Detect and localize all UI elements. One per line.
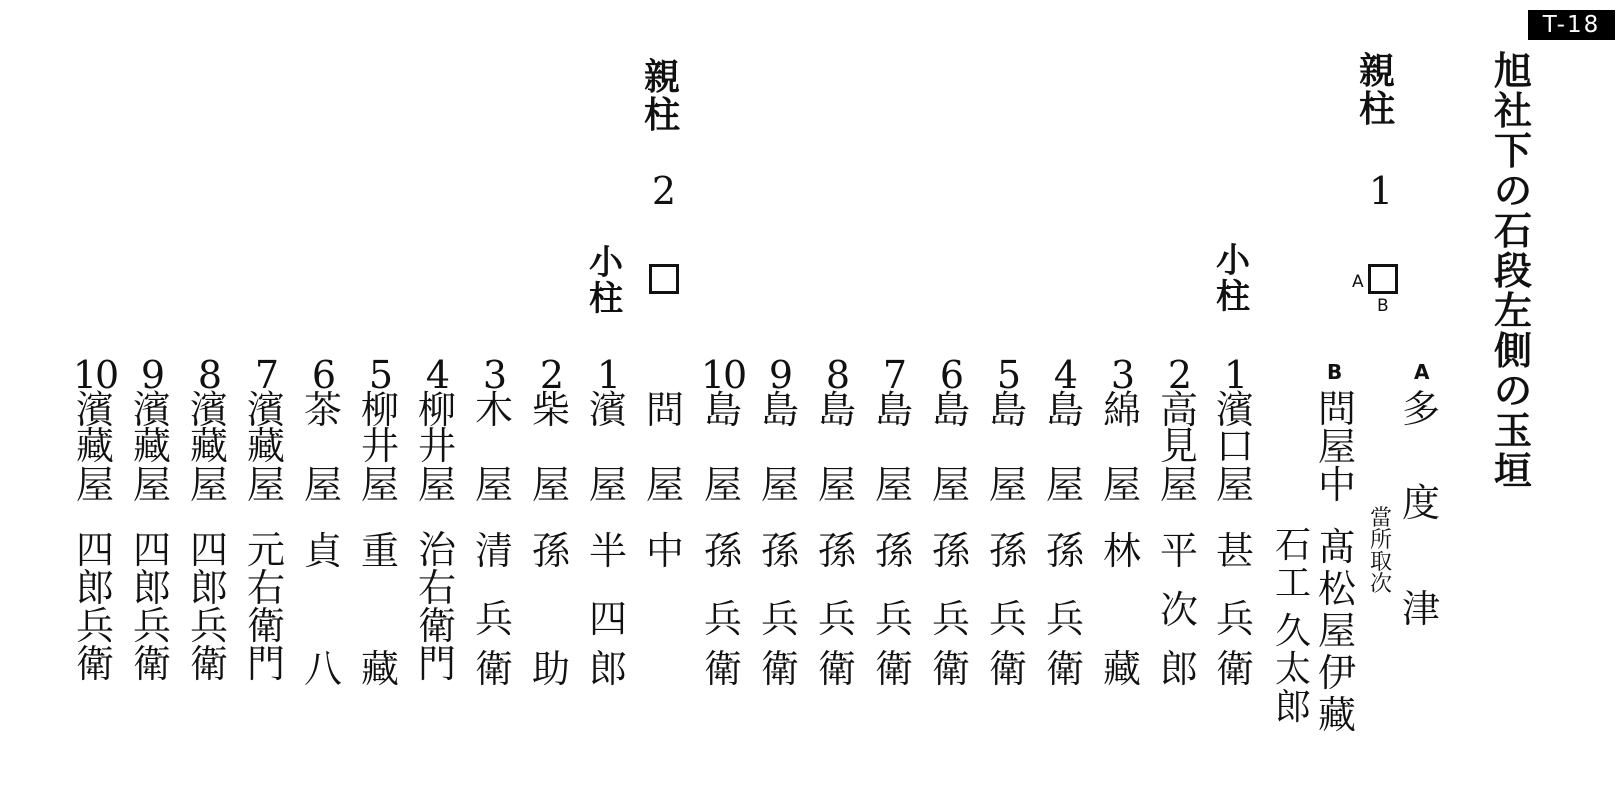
- person-name: 四 郎 兵 衛: [133, 528, 172, 686]
- shop-name: 島 屋: [761, 388, 800, 507]
- koban-2-label: 小 柱: [589, 243, 623, 319]
- shop-name: 問 屋: [646, 388, 685, 507]
- shop-name: 濱 藏 屋: [247, 388, 286, 507]
- shop-name: 島 屋: [704, 388, 743, 507]
- shop-name: 柳 井 屋: [418, 388, 457, 507]
- column-number: 7: [882, 353, 906, 397]
- person-name: 重 藏: [361, 529, 400, 691]
- shop-name: 木 屋: [475, 388, 514, 507]
- person-name: 四 郎 兵 衛: [190, 528, 229, 686]
- person-name: 清 兵 衛: [475, 529, 514, 691]
- person-name: 貞 八: [304, 529, 343, 691]
- entry-b-label: B: [1327, 360, 1343, 384]
- shop-name: 濱 口 屋: [1216, 388, 1255, 507]
- pillar-2-marker: [649, 264, 679, 294]
- column-number: 4: [425, 353, 449, 397]
- column-number: 6: [311, 353, 335, 397]
- entry-b-stonemason-title: 石 工: [1275, 525, 1312, 604]
- person-name: 平 次 郎: [1160, 529, 1199, 691]
- shop-name: 濱 藏 屋: [133, 388, 172, 507]
- shop-name: 茶 屋: [304, 388, 343, 507]
- oyabashira-1-label: 親 柱: [1359, 51, 1396, 130]
- shop-name: 柴 屋: [532, 388, 571, 507]
- shop-name: 島 屋: [818, 388, 857, 507]
- person-name: 治 右 衛 門: [418, 528, 457, 686]
- shop-name: 柳 井 屋: [361, 388, 400, 507]
- shop-name: 島 屋: [989, 388, 1028, 507]
- koban-1-label: 小 柱: [1216, 241, 1250, 317]
- shop-name: 綿 屋: [1103, 388, 1142, 507]
- column-number: 1: [1223, 353, 1247, 397]
- shop-name: 濱 藏 屋: [76, 388, 115, 507]
- person-name: 孫 兵 衛: [1046, 529, 1085, 691]
- column-number: 8: [197, 353, 221, 397]
- entry-b-shop: 問 屋 中: [1318, 387, 1357, 507]
- person-name: 林 藏: [1103, 529, 1142, 691]
- column-number: 10: [72, 353, 118, 397]
- sheet-tag: T-18: [1528, 10, 1615, 40]
- column-number: 9: [768, 353, 792, 397]
- pillar-1-corner-b: B: [1377, 296, 1389, 316]
- person-name: 孫 兵 衛: [989, 529, 1028, 691]
- column-number: 2: [539, 353, 563, 397]
- column-number: 5: [996, 353, 1020, 397]
- pillar-1-corner-a: A: [1352, 272, 1364, 292]
- column-number: 4: [1053, 353, 1077, 397]
- oyabashira-1-number: 1: [1368, 169, 1392, 213]
- person-name: 四 郎 兵 衛: [76, 528, 115, 686]
- person-name: 孫 兵 衛: [932, 529, 971, 691]
- shop-name: 濱 藏 屋: [190, 388, 229, 507]
- oyabashira-2-label: 親 柱: [644, 57, 681, 136]
- person-name: 半 四 郎: [589, 529, 628, 691]
- shop-name: 高 見 屋: [1160, 388, 1199, 507]
- person-name: 孫 助: [532, 529, 571, 691]
- column-number: 3: [1110, 353, 1134, 397]
- entry-a-label: A: [1414, 360, 1430, 384]
- entry-b-sponsor: 髙 松 屋 伊 藏: [1318, 525, 1357, 737]
- person-name: 孫 兵 衛: [704, 529, 743, 691]
- person-name: 中: [646, 529, 685, 573]
- entry-b-note: 當 所 取 次: [1370, 506, 1393, 597]
- page-title: 旭 社 下 の 石 段 左 側 の 玉 垣: [1494, 49, 1533, 493]
- column-number: 1: [596, 353, 620, 397]
- column-number: 3: [482, 353, 506, 397]
- oyabashira-2-number: 2: [651, 169, 675, 213]
- shop-name: 濱 屋: [589, 388, 628, 507]
- person-name: 孫 兵 衛: [818, 529, 857, 691]
- shop-name: 島 屋: [932, 388, 971, 507]
- entry-b-stonemason-name: 久 太 郎: [1275, 611, 1312, 728]
- entry-a-shop: 多 度 津: [1402, 387, 1441, 631]
- column-number: 8: [825, 353, 849, 397]
- column-number: 2: [1167, 353, 1191, 397]
- person-name: 孫 兵 衛: [761, 529, 800, 691]
- column-number: 10: [700, 353, 746, 397]
- column-number: 5: [368, 353, 392, 397]
- pillar-1-marker: [1368, 264, 1398, 294]
- column-number: 6: [939, 353, 963, 397]
- column-number: 9: [140, 353, 164, 397]
- column-number: 7: [254, 353, 278, 397]
- shop-name: 島 屋: [1046, 388, 1085, 507]
- shop-name: 島 屋: [875, 388, 914, 507]
- person-name: 元 右 衛 門: [247, 528, 286, 686]
- person-name: 孫 兵 衛: [875, 529, 914, 691]
- person-name: 甚 兵 衛: [1216, 529, 1255, 691]
